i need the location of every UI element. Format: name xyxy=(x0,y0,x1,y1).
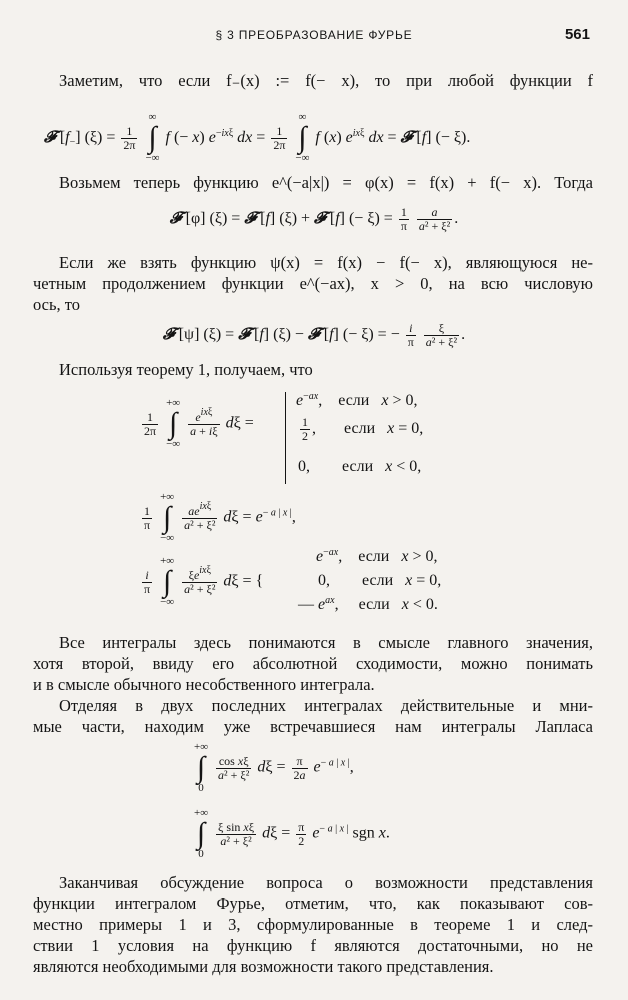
equation-1 xyxy=(44,112,604,164)
paragraph-1 xyxy=(33,70,593,91)
paragraph-7-line-4 xyxy=(33,935,593,956)
p7-line1: Заканчивая обсуждение вопроса о возможности представления xyxy=(59,873,593,892)
p5-line1: Все интегралы здесь понимаются в смысле главного значения, xyxy=(59,633,593,652)
paragraph-5-line-1 xyxy=(33,632,593,653)
p6-line1: Отделяя в двух последних интегралах действительные и мни- xyxy=(59,696,593,715)
eq4-case-1: $e^{-ax}$, если x > 0, xyxy=(296,391,418,409)
p7-line4: ствии 1 условия на функцию f являются достаточными, но не xyxy=(33,936,593,955)
section-title: § 3 ПРЕОБРАЗОВАНИЕ ФУРЬЕ xyxy=(215,28,413,42)
p3-line2: четным продолжением функции e^(−ax), x > 0, на всю числовую xyxy=(33,274,593,293)
p6-line2: мые части, находим уже встречавшиеся нам интегралы Лапласа xyxy=(33,717,593,736)
page-number: 561 xyxy=(564,26,590,43)
paragraph-3-line-2 xyxy=(33,273,593,294)
p4-text: Используя теорему 1, получаем, что xyxy=(59,360,313,379)
eq6-case-2: 0, если x = 0, xyxy=(318,572,442,589)
p5-line3: и в смысле обычного несобственного интеграла. xyxy=(33,675,375,694)
p3-line3: ось, то xyxy=(33,295,81,314)
equation-3: 𝓕 [ψ] (ξ) = 𝓕 [f] (ξ) − 𝓕 [f] (− ξ) = − $\frac{i}{\pi}$ $\frac{\xi}{\text{a² + ξ²}}$ . xyxy=(162,321,466,349)
equation-7: +∞ ∫ 0 $\frac{\text{cos xξ}}{\text{a² + ξ²}}$ dξ = $\frac{\pi}{2a}$ $e^{- a | x |}$, xyxy=(194,741,354,794)
p7-line2: функции интегралом Фурье, отметим, что, как показывают сов- xyxy=(33,894,593,913)
p3-line1: Если же взять функцию ψ(x) = f(x) − f(− x), являющуюся не- xyxy=(59,253,593,272)
eq6-case-3: — $e^{ax}$, если x < 0. xyxy=(298,595,438,613)
paragraph-2 xyxy=(33,172,593,193)
eq4-case-2: $\frac{1}{2}$ , если x = 0, xyxy=(302,415,424,443)
paragraph-4 xyxy=(33,359,593,380)
equation-4-lhs: $\frac{1}{2\pi}$ +∞ ∫ −∞ $\frac{e^{ix\xi}}{a + i\xi}$ dξ = xyxy=(144,397,254,450)
paragraph-6-line-1 xyxy=(33,695,593,716)
paragraph-3-line-1 xyxy=(33,252,593,273)
eq1-render: 𝓕 $[f_-] (\xi)$ = $\frac{1}{2\pi}$ ∞ ∫ −∞ f (− x) $e^{-ix\xi}$ dx = $\frac{1}{2\pi}$ ∞ ∫ −∞ f (x) $e^{ix\xi}$ dx = 𝓕 [f] (− ξ). xyxy=(44,111,471,164)
paragraph-7-line-5 xyxy=(33,956,593,977)
p1-text: Заметим, что если f₋(x) := f(− x), то при любой функции f xyxy=(59,71,593,90)
paragraph-5-line-2 xyxy=(33,653,593,674)
equation-6-lhs: $\frac{i}{\pi}$ +∞ ∫ −∞ $\frac{\xi e^{ix\xi}}{\text{a² + ξ²}}$ dξ = { xyxy=(144,555,264,608)
p7-line3: местно примеры 1 и 3, сформулированные в теореме 1 и след- xyxy=(33,915,593,934)
paragraph-7-line-3 xyxy=(33,914,593,935)
paragraph-5-line-3 xyxy=(33,674,593,695)
equation-4-brace xyxy=(285,392,286,484)
p7-line5: являются необходимыми для возможности такого представления. xyxy=(33,957,494,976)
paragraph-6-line-2 xyxy=(33,716,593,737)
p2-text: Возьмем теперь функцию e^(−a|x|) = φ(x) = f(x) + f(− x). Тогда xyxy=(59,173,593,192)
paragraph-3-line-3 xyxy=(33,294,593,315)
equation-8: +∞ ∫ 0 $\frac{\text{ξ sin xξ}}{\text{a² + ξ²}}$ dξ = $\frac{\pi}{2}$ $e^{- a | x |}$ sgn x. xyxy=(194,807,390,860)
equation-5: $\frac{1}{\pi}$ +∞ ∫ −∞ $\frac{ae^{ix\xi}}{\text{a² + ξ²}}$ $d\xi = e^{- a | x |}$, xyxy=(144,491,296,544)
paragraph-7-line-1 xyxy=(33,872,593,893)
eq6-case-1: $e^{-ax}$, если x > 0, xyxy=(316,547,438,565)
eq4-case-3: 0, если x < 0, xyxy=(298,458,422,475)
running-header xyxy=(0,26,628,46)
p5-line2: хотя второй, ввиду его абсолютной сходимости, можно понимать xyxy=(33,654,593,673)
equation-2: 𝓕 [φ] (ξ) = 𝓕 [f] (ξ) + 𝓕 [f] (− ξ) = $\frac{1}{\pi}$ $\frac{a}{\text{a² + ξ²}}$ . xyxy=(169,205,459,233)
paragraph-7-line-2 xyxy=(33,893,593,914)
